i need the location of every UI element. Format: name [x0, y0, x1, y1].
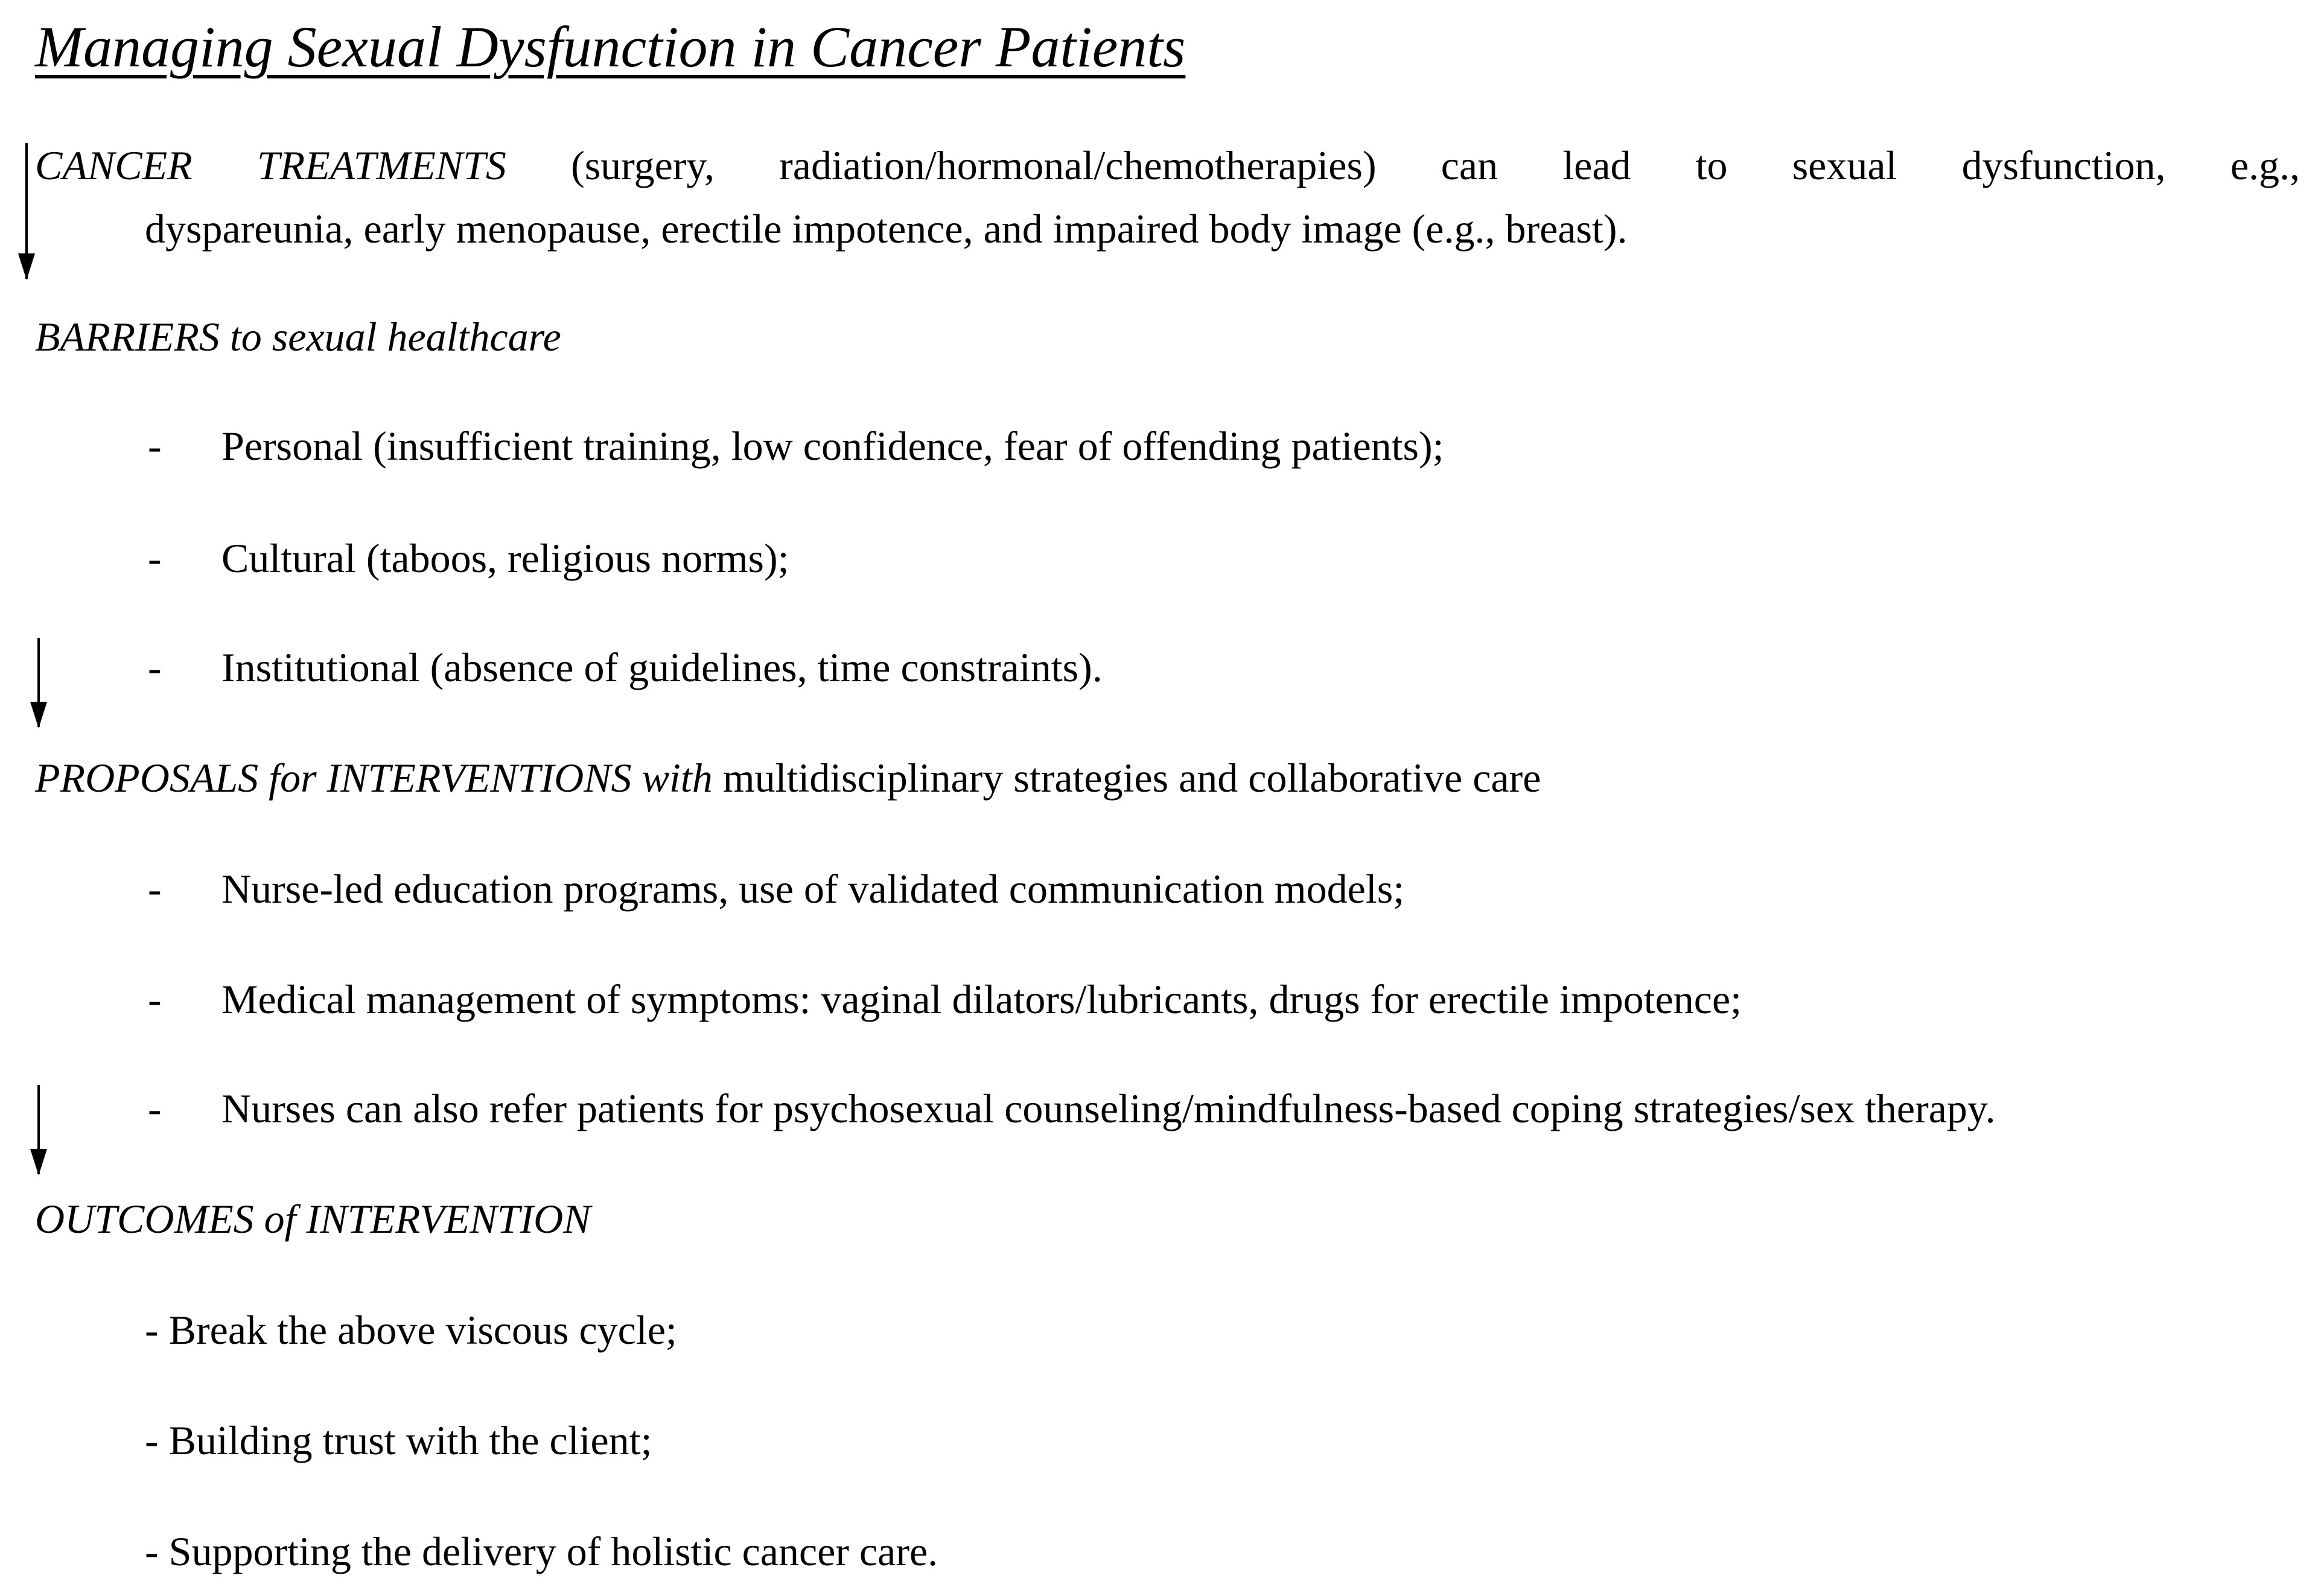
list-item-text: Cultural (taboos, religious norms);: [221, 535, 789, 581]
list-item-text: Institutional (absence of guidelines, time constraints).: [221, 644, 1103, 690]
arrow-down-icon: [37, 1085, 40, 1174]
arrow-down-icon: [37, 638, 40, 727]
proposals-heading-with: with: [642, 755, 713, 801]
bullet-dash: -: [148, 535, 162, 581]
treatments-heading: CANCER TREATMENTS: [35, 142, 506, 188]
list-item-text: Nurse-led education programs, use of validated communication models;: [221, 866, 1405, 912]
bullet-dash: -: [148, 1086, 162, 1131]
bullet-dash: -: [148, 866, 162, 912]
bullet-dash: -: [148, 423, 162, 469]
barriers-heading-rest: to sexual healthcare: [229, 314, 561, 360]
list-item-text: Medical management of symptoms: vaginal dilators/lubricants, drugs for erectile impotence;: [221, 976, 1742, 1022]
barriers-heading-bold: BARRIERS: [35, 314, 220, 360]
proposals-heading: [35, 754, 1541, 802]
bullet-dash: -: [148, 976, 162, 1022]
list-item: - Building trust with the client;: [145, 1417, 652, 1463]
treatments-line-2: dyspareunia, early menopause, erectile impotence, and impaired body image (e.g., breast).: [145, 206, 1628, 252]
arrow-down-icon: [25, 143, 28, 279]
list-item: - Supporting the delivery of holistic cancer care.: [145, 1528, 938, 1574]
treatments-line-1: [35, 141, 2300, 189]
treatments-text: (surgery, radiation/hormonal/chemotherapies) can lead to sexual dysfunction, e.g.,: [571, 142, 2300, 188]
proposals-heading-main: PROPOSALS for INTERVENTIONS: [35, 755, 632, 801]
barriers-heading: [35, 313, 561, 361]
list-item-text: Nurses can also refer patients for psychosexual counseling/mindfulness-based coping strategies/sex therapy.: [221, 1086, 1996, 1131]
list-item: - Break the above viscous cycle;: [145, 1307, 677, 1353]
proposals-heading-rest: multidisciplinary strategies and collaborative care: [722, 755, 1541, 801]
page-title: Managing Sexual Dysfunction in Cancer Patients: [35, 14, 1186, 79]
bullet-dash: -: [148, 644, 162, 690]
list-item-text: Personal (insufficient training, low confidence, fear of offending patients);: [221, 423, 1444, 469]
outcomes-heading: OUTCOMES of INTERVENTION: [35, 1196, 591, 1242]
